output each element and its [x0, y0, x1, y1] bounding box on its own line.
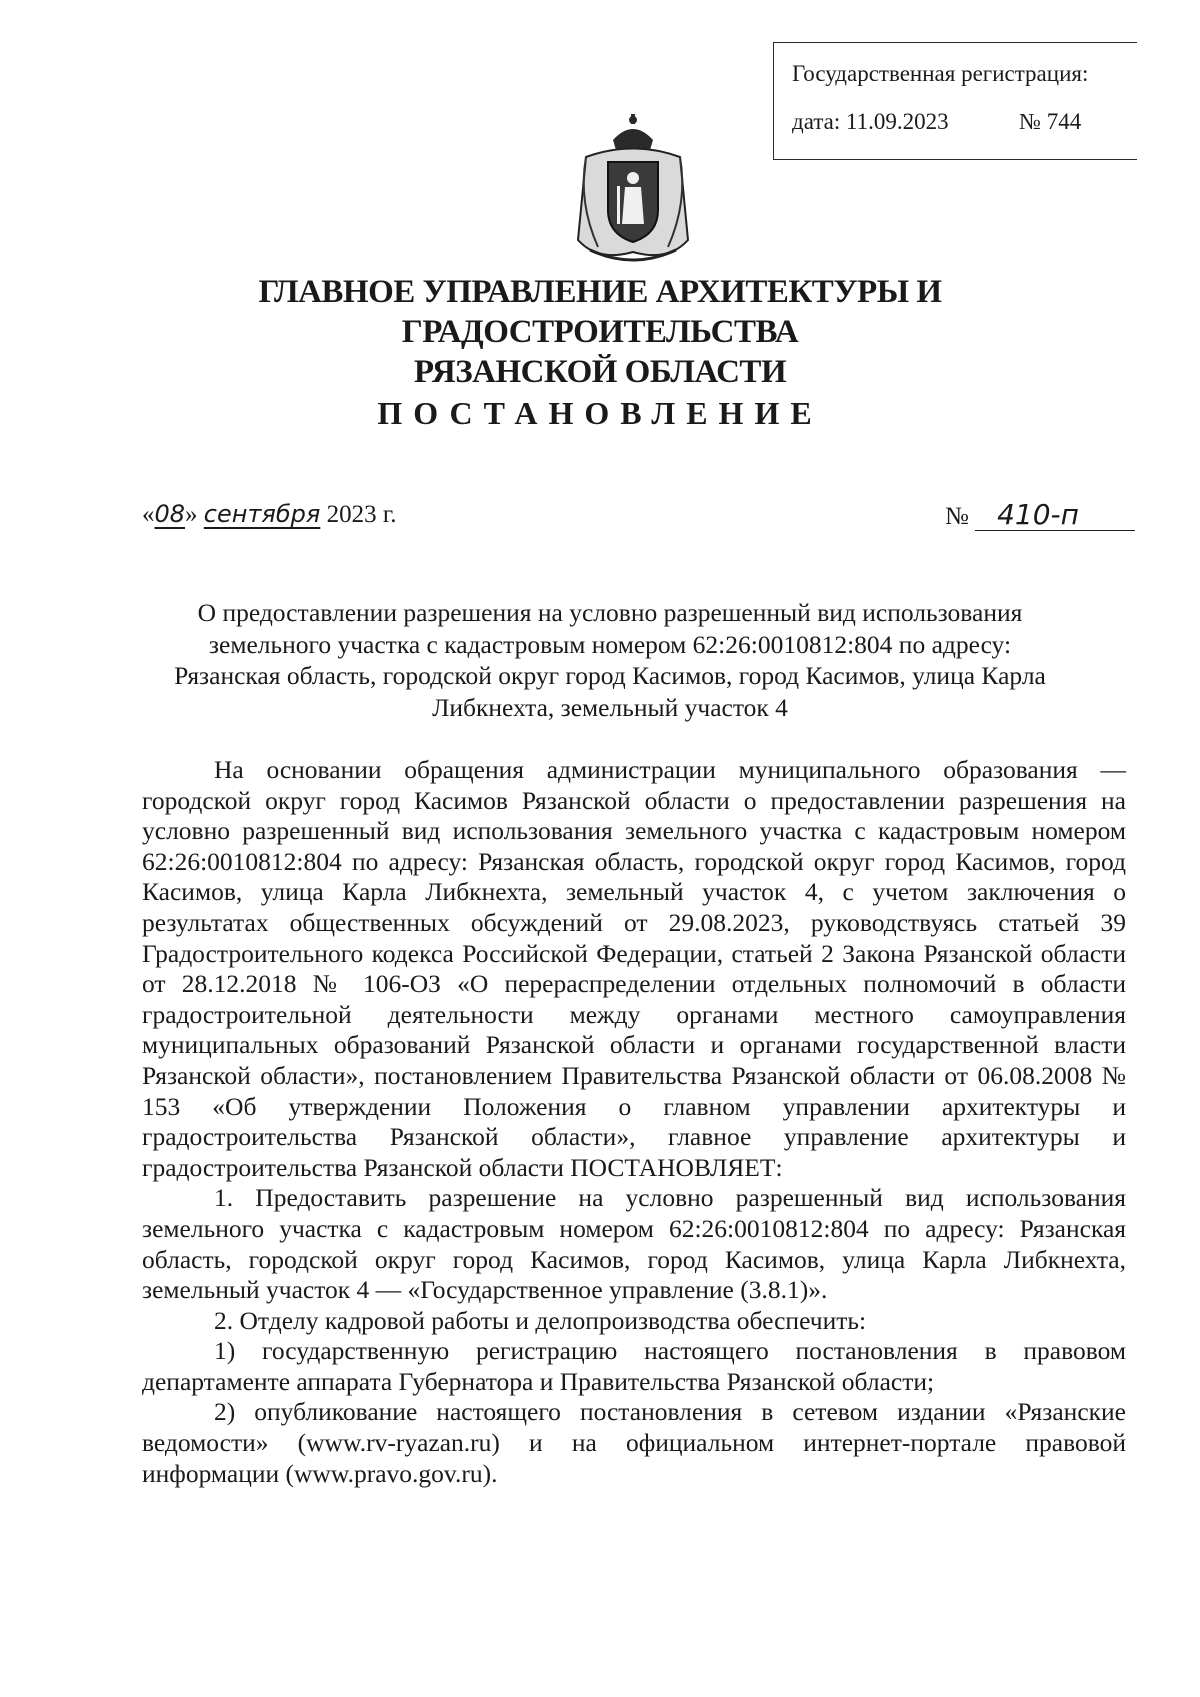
decree-number — [945, 500, 1135, 531]
body-preamble: На основании обращения администрации муниципального образования — городской округ город Касимов Рязанской области о предоставлении разрешения на условно разрешенный вид использования земельного участка с кадастровым номером 62:26:0010812:804 по адресу: Рязанская область, городской округ город Касимов, город Касимов, улица Карла Либкнехта, земельный участок 4, с учетом заключения о результатах общественных обсуждений от 29.08.2023, руководствуясь статьей 39 Градостроительного кодекса Российской Федерации, статьей 2 Закона Рязанской области от 28.12.2018 № 106-ОЗ «О перераспределении отдельных полномочий в области градостроительной деятельности между органами местного самоуправления муниципальных образований Рязанской области и органами государственной власти Рязанской области», постановлением Правительства Рязанской области от 06.08.2008 № 153 «Об утверждении Положения о главном управлении архитектуры и градостроительства Рязанской области», главное управление архитектуры и градостроительства Рязанской области ПОСТАНОВЛЯЕТ: — [142, 755, 1126, 1182]
body-clause-2-1: 1) государственную регистрацию настоящего постановления в правовом департаменте аппарата Губернатора и Правительства Рязанской области; — [142, 1336, 1126, 1396]
organization-line-1: ГЛАВНОЕ УПРАВЛЕНИЕ АРХИТЕКТУРЫ И ГРАДОСТРОИТЕЛЬСТВА — [258, 274, 942, 350]
subject-line: земельного участка с кадастровым номером 62:26:0010812:804 по адресу: — [208, 629, 1012, 659]
date-quote-open: « — [142, 501, 155, 528]
body-clause-1: 1. Предоставить разрешение на условно разрешенный вид использования земельного участка с кадастровым номером 62:26:0010812:804 по адресу: Рязанская область, городской округ город Касимов, город Касимов, улица Карла Либкнехта, земельный участок 4 — «Государственное управление (3.8.1)». — [142, 1183, 1126, 1305]
date-year: 2023 г. — [326, 501, 397, 528]
subject-line: Либкнехта, земельный участок 4 — [432, 692, 788, 722]
decree-date — [142, 500, 397, 529]
organization-line-2: РЯЗАНСКОЙ ОБЛАСТИ — [413, 354, 787, 390]
organization-name — [90, 272, 1110, 392]
registration-title: Государственная регистрация: — [792, 61, 1089, 86]
date-day: 08 — [154, 500, 186, 528]
registration-date: дата: 11.09.2023 — [792, 109, 949, 134]
decree-body — [142, 755, 1126, 1489]
document-type: ПОСТАНОВЛЕНИЕ — [377, 395, 823, 431]
body-clause-2-2: 2) опубликование настоящего постановления в сетевом издании «Рязанские ведомости» (www.rv-ryazan.ru) и на официальном интернет-портале правовой информации (www.pravo.gov.ru). — [142, 1397, 1126, 1488]
ryazan-coat-of-arms-icon — [568, 112, 698, 272]
date-month: сентября — [203, 500, 321, 528]
date-quote-close: » — [185, 501, 198, 528]
subject-line: Рязанская область, городской округ город Касимов, город Касимов, улица Карла — [174, 661, 1046, 690]
subject-line: О предоставлении разрешения на условно разрешенный вид использования — [197, 598, 1023, 627]
decree-number-label: № — [945, 503, 969, 530]
decree-number-value: 410-п — [975, 500, 1135, 531]
registration-stamp — [773, 42, 1137, 160]
body-clause-2: 2. Отделу кадровой работы и делопроизводства обеспечить: — [214, 1305, 867, 1335]
decree-subject — [130, 597, 1090, 723]
registration-number: № 744 — [1019, 109, 1082, 134]
